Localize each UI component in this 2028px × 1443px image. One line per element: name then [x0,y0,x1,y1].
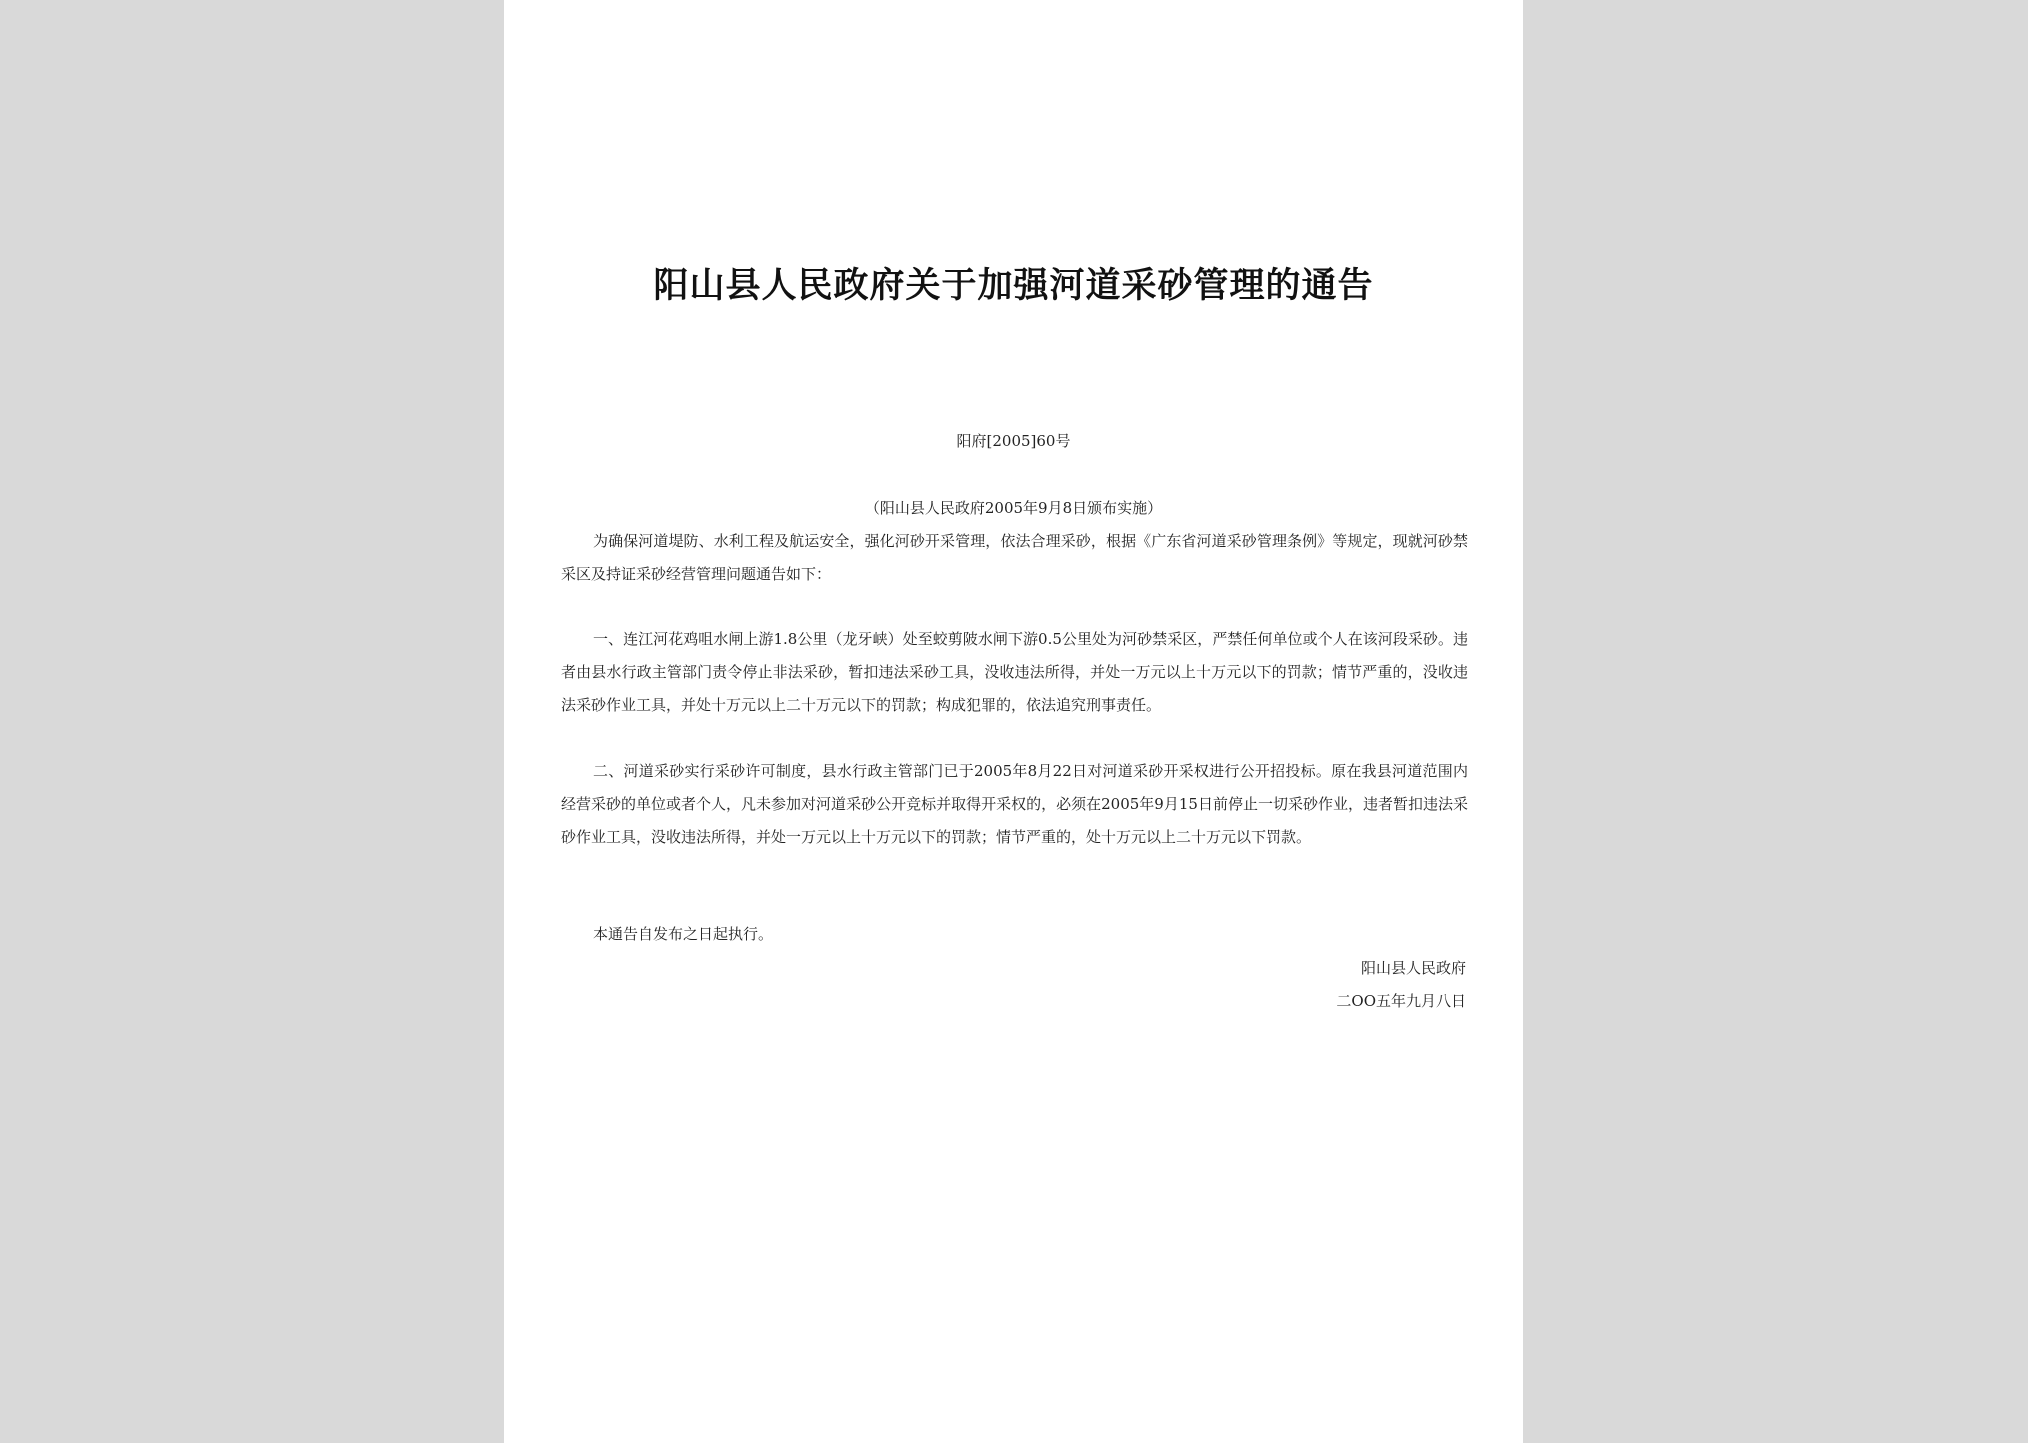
paragraph-1: 一、连江河花鸡咀水闸上游1.8公里（龙牙峡）处至蛟剪陂水闸下游0.5公里处为河砂禁采区，严禁任何单位或个人在该河段采砂。违者由县水行政主管部门责令停止非法采砂，暂扣违法采砂工具，没收违法所得，并处一万元以上十万元以下的罚款；情节严重的，没收违法采砂作业工具，并处十万元以上二十万元以下的罚款；构成犯罪的，依法追究刑事责任。 [561,630,1468,714]
document-page [504,0,1523,1443]
document-title: 阳山县人民政府关于加强河道采砂管理的通告 [653,265,1374,306]
signature-organization: 阳山县人民政府 [1360,959,1466,977]
issued-note: （阳山县人民政府2005年9月8日颁布实施） [864,499,1163,517]
signature-date: 二OO五年九月八日 [1336,992,1466,1010]
intro-paragraph: 为确保河道堤防、水利工程及航运安全，强化河砂开采管理，依法合理采砂，根据《广东省河道采砂管理条例》等规定，现就河砂禁采区及持证采砂经营管理问题通告如下： [561,532,1468,583]
document-number: 阳府[2005]60号 [956,432,1071,450]
effective-statement: 本通告自发布之日起执行。 [593,925,774,943]
paragraph-2: 二、河道采砂实行采砂许可制度，县水行政主管部门已于2005年8月22日对河道采砂开采权进行公开招投标。原在我县河道范围内经营采砂的单位或者个人，凡未参加对河道采砂公开竞标并取得开采权的，必须在2005年9月15日前停止一切采砂作业，违者暂扣违法采砂作业工具，没收违法所得，并处一万元以上十万元以下的罚款；情节严重的，处十万元以上二十万元以下罚款。 [561,762,1468,846]
